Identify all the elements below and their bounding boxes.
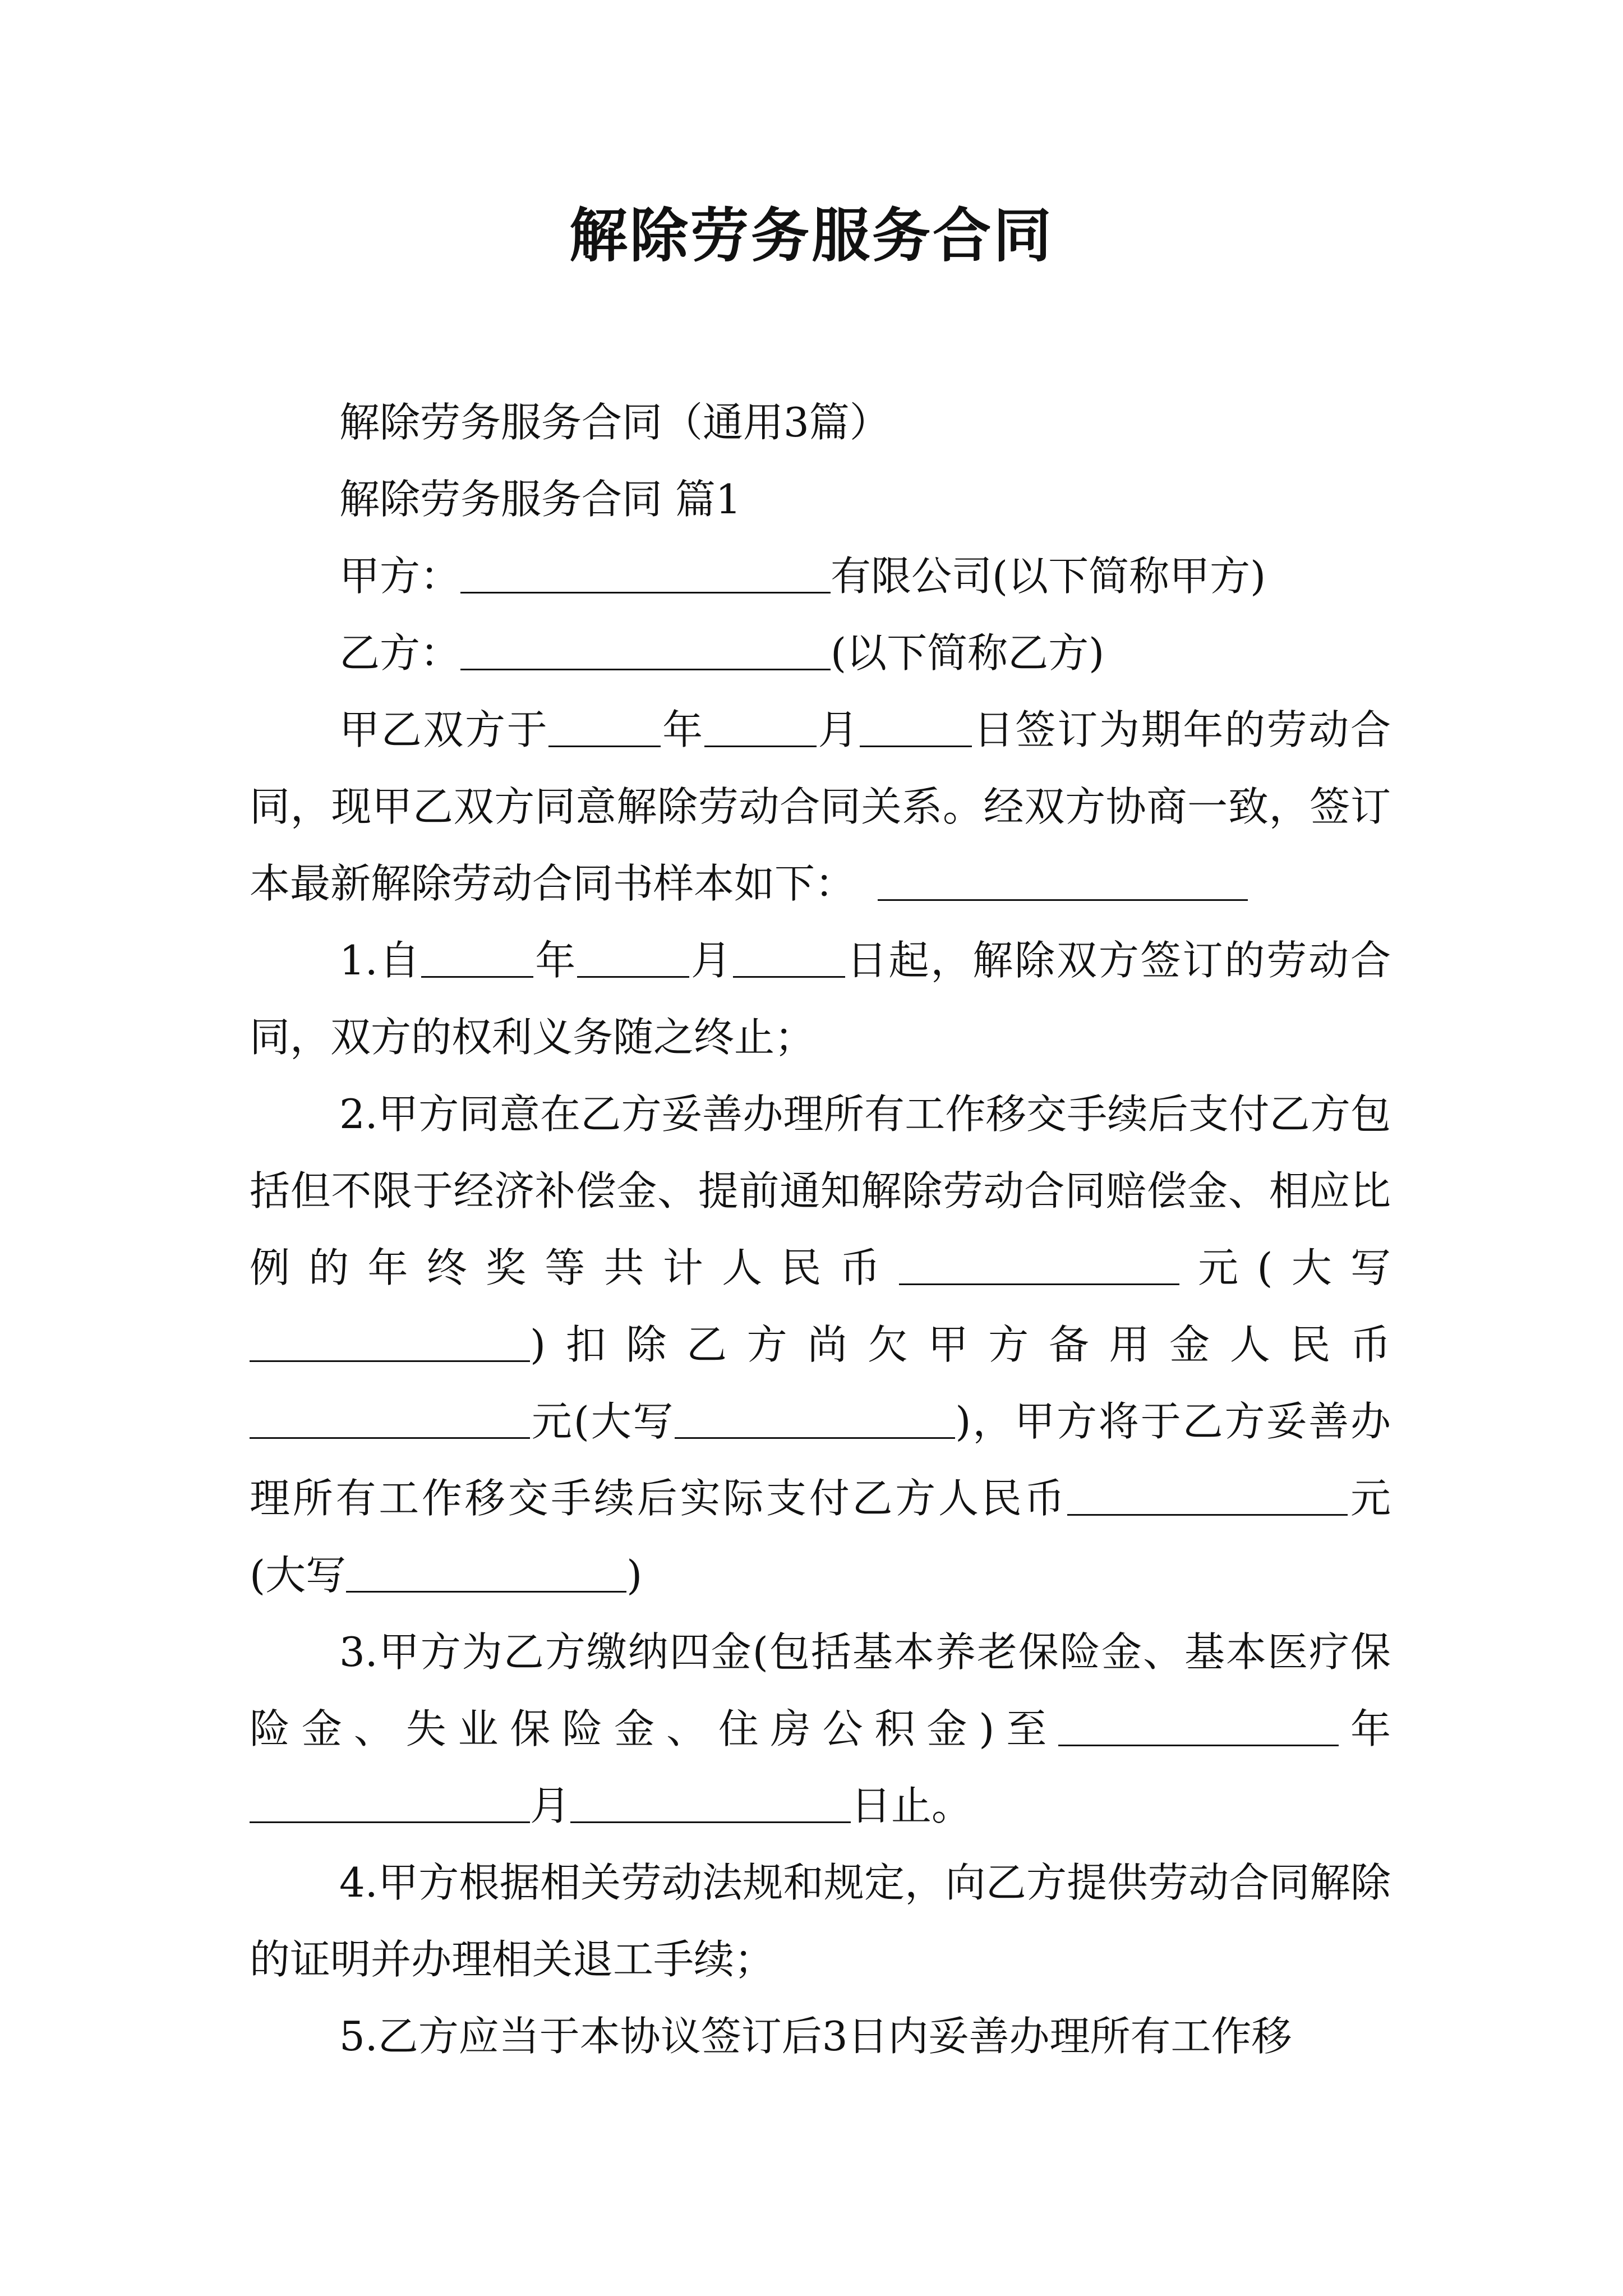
item-2-text-7: ) [626, 1552, 643, 1599]
item-2-pay-blank [1067, 1474, 1348, 1516]
intro-month-label: 月 [816, 706, 860, 753]
item-4: 4.甲方根据相关劳动法规和规定，向乙方提供劳动合同解除的证明并办理相关退工手续； [250, 1859, 1391, 1983]
item-3-year-label: 年 [1339, 1705, 1391, 1752]
item-1-year-blank [421, 936, 533, 978]
item-1-text-1: 1.自 [339, 937, 422, 984]
item-1-month-label: 月 [689, 937, 733, 984]
party-a-line [250, 538, 1391, 615]
intro-year-label: 年 [661, 706, 704, 753]
intro-year-blank [548, 705, 661, 747]
party-a-blank [460, 551, 831, 593]
item-3-text-2: 日止。 [851, 1782, 972, 1829]
item-3-month-blank [250, 1781, 530, 1823]
intro-text-2: 日签订为期年的劳动合同，现甲乙双方同意解除劳动合同关系。经双方协商一致，签订本最新解除劳动合同书样本如下： [250, 706, 1391, 907]
intro-month-blank [704, 705, 817, 747]
document-body [250, 384, 1391, 2075]
item-1-month-blank [577, 936, 689, 978]
item-2-text-3: )扣除乙方尚欠甲方备用金人民币 [530, 1321, 1391, 1368]
item-2-amount-blank [899, 1243, 1179, 1285]
item-3-year-blank [1058, 1704, 1339, 1746]
item-2-pay-words-blank [346, 1550, 626, 1593]
document-title: 解除劳务服务合同 [569, 201, 1054, 270]
item-3-month-label: 月 [530, 1782, 571, 1829]
intro-text-1: 甲乙双方于 [339, 706, 549, 753]
section-heading: 解除劳务服务合同 篇1 [339, 476, 741, 523]
item-1 [250, 922, 1391, 1076]
item-2-text-1: 2.甲方同意在乙方妥善办理所有工作移交手续后支付乙方包括但不限于经济补偿金、提前通知解除劳动合同赔偿金、相应比例的年终奖等共计人民币 [250, 1091, 1391, 1291]
intro-paragraph [250, 692, 1391, 922]
item-2-text-6: 元(大写 [250, 1475, 1391, 1599]
party-b-label: 乙方： [339, 629, 461, 677]
item-2-deduct-blank [250, 1397, 530, 1439]
item-2-text-4: 元(大写 [530, 1398, 675, 1445]
party-a-label: 甲方： [339, 553, 461, 600]
party-a-suffix: 有限公司(以下简称甲方) [831, 553, 1266, 600]
intro-day-blank [860, 705, 972, 747]
item-2-text-2: 元(大写 [1179, 1244, 1391, 1291]
item-2 [250, 1076, 1391, 1614]
party-b-suffix: (以下简称乙方) [831, 629, 1105, 677]
item-2-deduct-words-blank [675, 1397, 955, 1439]
item-2-amount-words-blank [250, 1320, 530, 1362]
item-1-text-2: 日起，解除双方签订的劳动合同，双方的权利义务随之终止； [250, 937, 1391, 1061]
document-subtitle: 解除劳务服务合同（通用3篇） [339, 399, 890, 446]
item-1-year-label: 年 [533, 937, 578, 984]
party-b-line [250, 615, 1391, 692]
item-3 [250, 1614, 1391, 1844]
item-2-text-5: )，甲方将于乙方妥善办理所有工作移交手续后实际支付乙方人民币 [250, 1398, 1391, 1522]
party-b-blank [460, 628, 831, 670]
item-3-day-blank [570, 1781, 851, 1823]
item-5: 5.乙方应当于本协议签订后3日内妥善办理所有工作移 [339, 2013, 1292, 2060]
item-1-day-blank [733, 936, 845, 978]
intro-tail-blank [878, 859, 1248, 901]
item-3-text-1: 3.甲方为乙方缴纳四金(包括基本养老保险金、基本医疗保险金、失业保险金、住房公积金)至 [250, 1628, 1391, 1752]
